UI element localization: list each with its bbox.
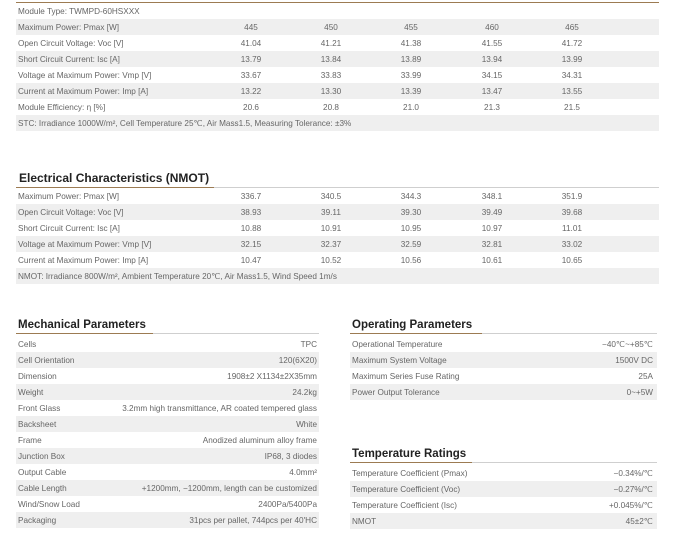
mechanical-row-value: 1908±2 X1134±2X35mm	[227, 371, 317, 381]
nmot-row-value: 10.65	[561, 255, 583, 265]
stc-row-value: 13.84	[320, 54, 342, 64]
temperature-row-value: −0.27%/℃	[613, 485, 653, 494]
stc-row-value: 41.04	[240, 38, 262, 48]
stc-row-value: 13.55	[561, 86, 583, 96]
mechanical-row-label: Wind/Snow Load	[18, 499, 80, 509]
mechanical-row	[16, 400, 319, 416]
stc-row-value: 20.6	[243, 102, 259, 112]
nmot-row-value: 10.61	[481, 255, 503, 265]
operating-row-value: 25A	[638, 371, 653, 381]
stc-row-value: 13.99	[561, 54, 583, 64]
stc-row-value: 34.15	[481, 70, 503, 80]
temperature-row-value: −0.34%/℃	[613, 469, 653, 478]
temperature-row-label: Temperature Coefficient (Pmax)	[352, 468, 468, 478]
nmot-row-value: 348.1	[481, 191, 503, 201]
mechanical-row-label: Dimension	[18, 371, 57, 381]
operating-title-rule	[350, 333, 657, 334]
mechanical-row-value: 31pcs per pallet, 744pcs per 40'HC	[189, 515, 317, 525]
mechanical-row-value: IP68, 3 diodes	[264, 451, 317, 461]
nmot-note: NMOT: Irradiance 800W/m², Ambient Temperature 20℃, Air Mass1.5, Wind Speed 1m/s	[18, 272, 337, 281]
stc-module-type: Module Type: TWMPD-60HSXXX	[18, 6, 140, 16]
stc-row-value: 445	[244, 22, 258, 32]
mechanical-row	[16, 336, 319, 352]
stc-row-value: 13.30	[320, 86, 342, 96]
operating-row	[350, 352, 657, 368]
nmot-row-value: 10.91	[320, 223, 342, 233]
nmot-row-value: 10.88	[240, 223, 262, 233]
operating-row-value: 1500V DC	[615, 355, 653, 365]
stc-row	[16, 19, 659, 35]
stc-row-value: 34.31	[561, 70, 583, 80]
nmot-row-value: 32.81	[481, 239, 503, 249]
nmot-row	[16, 220, 659, 236]
mechanical-row-label: Cell Orientation	[18, 355, 75, 365]
mechanical-row-label: Output Cable	[18, 467, 67, 477]
stc-row-label: Short Circuit Current: Isc [A]	[18, 54, 120, 64]
nmot-row-value: 340.5	[320, 191, 342, 201]
nmot-row-value: 10.47	[240, 255, 262, 265]
stc-electrical-table	[16, 0, 659, 131]
mechanical-row-label: Front Glass	[18, 403, 61, 413]
operating-row-label: Maximum System Voltage	[352, 355, 447, 365]
stc-row-value: 465	[565, 22, 579, 32]
mechanical-row-label: Packaging	[18, 515, 57, 525]
mechanical-row-value: 3.2mm high transmittance, AR coated tempered glass	[122, 403, 317, 413]
nmot-row-value: 38.93	[240, 207, 262, 217]
nmot-row	[16, 204, 659, 220]
temperature-row-label: Temperature Coefficient (Isc)	[352, 500, 457, 510]
mechanical-row-label: Cells	[18, 339, 37, 349]
stc-row-label: Current at Maximum Power: Imp [A]	[18, 86, 149, 96]
mechanical-row-label: Backsheet	[18, 419, 57, 429]
stc-row	[16, 35, 659, 51]
stc-row-value: 21.5	[564, 102, 580, 112]
mechanical-row	[16, 368, 319, 384]
mechanical-row-value: White	[296, 419, 317, 429]
stc-note-row	[16, 115, 659, 131]
nmot-row-label: Open Circuit Voltage: Voc [V]	[18, 207, 124, 217]
stc-row-value: 21.0	[403, 102, 419, 112]
stc-row-value: 41.55	[481, 38, 503, 48]
stc-row-value: 460	[485, 22, 499, 32]
stc-row	[16, 67, 659, 83]
temperature-row-label: NMOT	[352, 516, 377, 526]
temperature-title-rule	[350, 462, 657, 463]
nmot-row-value: 336.7	[240, 191, 262, 201]
mechanical-row	[16, 352, 319, 368]
nmot-note-row	[16, 268, 659, 284]
operating-row-label: Power Output Tolerance	[352, 387, 440, 397]
temperature-ratings	[350, 447, 657, 529]
operating-parameters	[350, 318, 657, 400]
nmot-row-value: 32.15	[240, 239, 262, 249]
stc-note: STC: Irradiance 1000W/m², Cell Temperature 25℃, Air Mass1.5, Measuring Tolerance: ±3%	[18, 119, 352, 128]
mechanical-title: Mechanical Parameters	[18, 319, 146, 331]
nmot-row	[16, 236, 659, 252]
operating-row-value: −40℃~+85℃	[602, 340, 653, 349]
mechanical-title-rule	[16, 333, 319, 334]
mechanical-row-label: Weight	[18, 387, 44, 397]
nmot-row-label: Maximum Power: Pmax [W]	[18, 191, 119, 201]
stc-row-value: 13.39	[400, 86, 422, 96]
temperature-row	[350, 513, 657, 529]
stc-row	[16, 99, 659, 115]
stc-row-value: 33.83	[320, 70, 342, 80]
nmot-row-value: 10.52	[320, 255, 342, 265]
nmot-row-value: 10.97	[481, 223, 503, 233]
mechanical-parameters	[16, 318, 319, 528]
mechanical-row-value: 2400Pa/5400Pa	[258, 499, 317, 509]
nmot-row-label: Current at Maximum Power: Imp [A]	[18, 255, 149, 265]
nmot-electrical-table	[16, 170, 659, 284]
nmot-row-value: 344.3	[400, 191, 422, 201]
nmot-row-value: 39.68	[561, 207, 583, 217]
operating-row	[350, 368, 657, 384]
stc-row-value: 450	[324, 22, 338, 32]
mechanical-row-value: TPC	[300, 339, 317, 349]
stc-row-value: 20.8	[323, 102, 339, 112]
mechanical-row-label: Frame	[18, 435, 42, 445]
mechanical-row-value: 120(6X20)	[278, 355, 317, 365]
operating-row	[350, 384, 657, 400]
nmot-row-value: 39.11	[321, 207, 341, 217]
mechanical-row	[16, 512, 319, 528]
operating-row-label: Operational Temperature	[352, 339, 443, 349]
stc-row-value: 13.22	[240, 86, 262, 96]
nmot-row-label: Short Circuit Current: Isc [A]	[18, 223, 120, 233]
stc-row-value: 13.47	[481, 86, 503, 96]
temperature-row	[350, 465, 657, 481]
mechanical-row-value: +1200mm, −1200mm, length can be customized	[141, 483, 317, 493]
mechanical-row	[16, 416, 319, 432]
stc-row	[16, 83, 659, 99]
mechanical-row	[16, 432, 319, 448]
nmot-row-value: 10.95	[400, 223, 422, 233]
mechanical-row	[16, 384, 319, 400]
mechanical-row-value: Anodized aluminum alloy frame	[202, 435, 317, 445]
nmot-row-label: Voltage at Maximum Power: Vmp [V]	[18, 239, 152, 249]
mechanical-row-label: Cable Length	[18, 483, 67, 493]
mechanical-row-value: 24.2kg	[292, 387, 317, 397]
stc-row-label: Open Circuit Voltage: Voc [V]	[18, 38, 124, 48]
mechanical-row	[16, 480, 319, 496]
temperature-row-label: Temperature Coefficient (Voc)	[352, 484, 461, 494]
temperature-row-value: 45±2℃	[625, 517, 653, 526]
nmot-row-value: 10.56	[400, 255, 422, 265]
mechanical-row-value: 4.0mm²	[289, 467, 317, 477]
operating-title: Operating Parameters	[352, 319, 473, 331]
nmot-row	[16, 188, 659, 204]
nmot-row-value: 32.37	[320, 239, 342, 249]
stc-row-value: 41.72	[561, 38, 583, 48]
stc-row-value: 21.3	[484, 102, 500, 112]
temperature-row	[350, 481, 657, 497]
nmot-title: Electrical Characteristics (NMOT)	[19, 171, 210, 185]
nmot-row	[16, 252, 659, 268]
nmot-row-value: 11.01	[562, 223, 582, 233]
temperature-row	[350, 497, 657, 513]
nmot-row-value: 32.59	[400, 239, 422, 249]
mechanical-row	[16, 464, 319, 480]
stc-row-value: 13.94	[481, 54, 503, 64]
mechanical-row	[16, 448, 319, 464]
stc-row-label: Voltage at Maximum Power: Vmp [V]	[18, 70, 152, 80]
operating-row	[350, 336, 657, 352]
stc-row-value: 13.89	[400, 54, 422, 64]
stc-row	[16, 51, 659, 67]
mechanical-row-label: Junction Box	[18, 451, 65, 461]
stc-row-value: 33.99	[400, 70, 422, 80]
nmot-row-value: 39.49	[481, 207, 503, 217]
stc-row-value: 33.67	[240, 70, 262, 80]
nmot-row-value: 39.30	[400, 207, 422, 217]
stc-row-value: 13.79	[240, 54, 262, 64]
temperature-title: Temperature Ratings	[352, 448, 467, 460]
stc-row-label: Module Efficiency: η [%]	[18, 102, 106, 112]
stc-row-value: 41.38	[400, 38, 422, 48]
stc-row-label: Maximum Power: Pmax [W]	[18, 22, 119, 32]
stc-module-type-row	[16, 3, 659, 19]
operating-row-value: 0~+5W	[626, 387, 653, 397]
operating-row-label: Maximum Series Fuse Rating	[352, 371, 460, 381]
temperature-row-value: +0.045%/℃	[608, 501, 653, 510]
nmot-row-value: 351.9	[561, 191, 583, 201]
mechanical-row	[16, 496, 319, 512]
stc-row-value: 455	[404, 22, 418, 32]
stc-row-value: 41.21	[320, 38, 342, 48]
nmot-row-value: 33.02	[561, 239, 583, 249]
